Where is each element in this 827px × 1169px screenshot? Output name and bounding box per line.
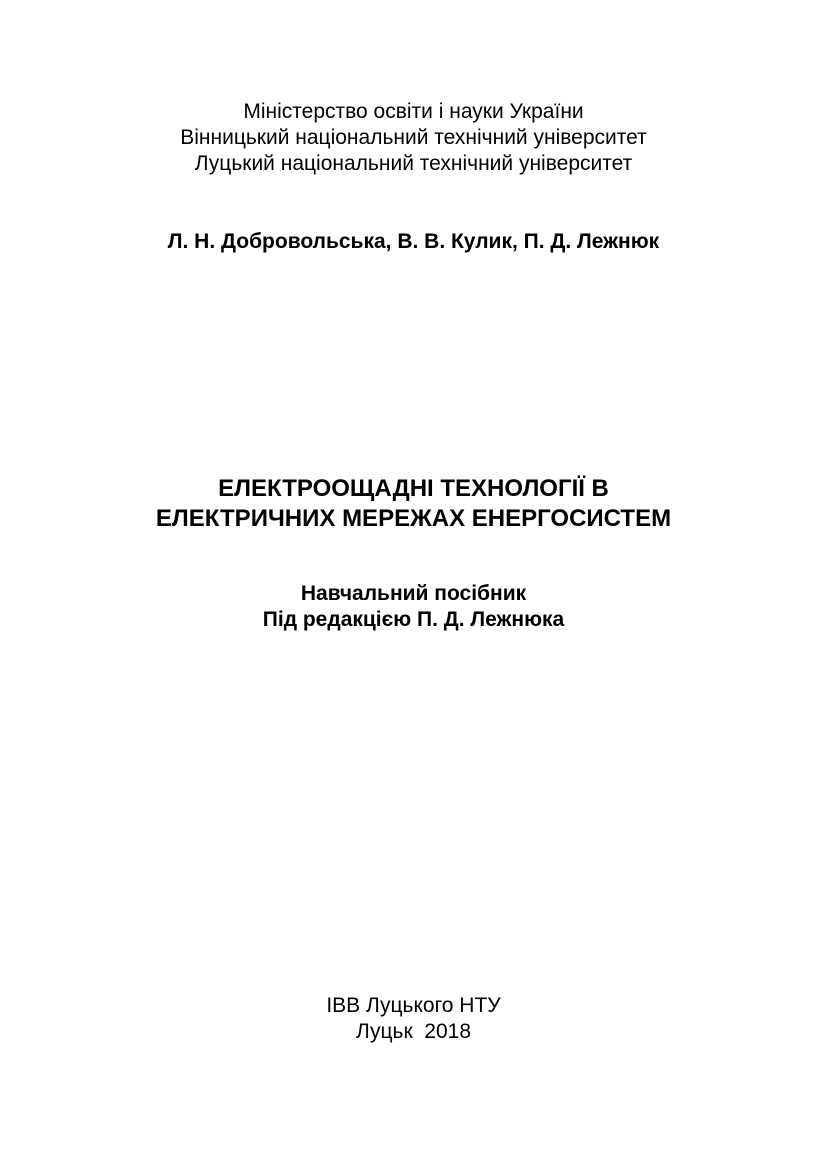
publisher-line: ІВВ Луцького НТУ xyxy=(326,994,501,1017)
ministry-line: Міністерство освіти і науки України xyxy=(243,100,584,123)
publication-type: Навчальний посібник xyxy=(300,582,527,605)
authors-line: Л. Н. Добровольська, В. В. Кулик, П. Д. Лежнюк xyxy=(167,230,660,253)
place-year-line: Луцьк 2018 xyxy=(355,1020,472,1043)
university-line-2: Луцький національний технічний університет xyxy=(194,152,633,175)
book-title-line-2: ЕЛЕКТРИЧНИХ МЕРЕЖАХ ЕНЕРГОСИСТЕМ xyxy=(155,505,672,532)
editor-line: Під редакцією П. Д. Лежнюка xyxy=(262,608,565,631)
book-title-line-1: ЕЛЕКТРООЩАДНІ ТЕХНОЛОГІЇ В xyxy=(218,475,609,502)
university-line-1: Вінницький національний технічний університет xyxy=(180,126,647,149)
